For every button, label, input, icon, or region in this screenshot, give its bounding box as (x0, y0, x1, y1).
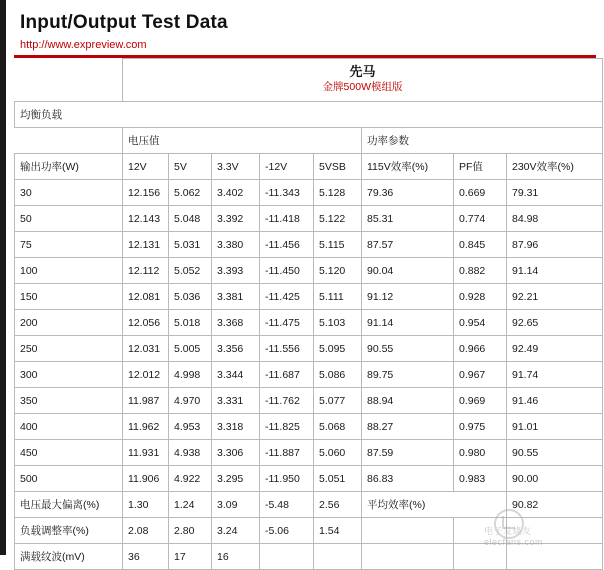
summary-label: 满载纹波(mV) (15, 544, 123, 570)
group-header-row (15, 128, 603, 154)
cell-neg12v: -11.450 (260, 258, 314, 284)
cell-pf: 0.928 (454, 284, 507, 310)
cell-5v: 4.970 (169, 388, 212, 414)
cell-pf: 0.774 (454, 206, 507, 232)
cell-5v: 5.018 (169, 310, 212, 336)
summary-5vsb: 2.56 (314, 492, 362, 518)
title-block (6, 0, 604, 51)
summary-12v: 1.30 (123, 492, 169, 518)
cell-5v: 4.953 (169, 414, 212, 440)
cell-load: 400 (15, 414, 123, 440)
cell-eff115: 86.83 (362, 466, 454, 492)
cell-neg12v: -11.825 (260, 414, 314, 440)
cell-3v3: 3.381 (212, 284, 260, 310)
cell-12v: 11.962 (123, 414, 169, 440)
group-header-voltage: 电压值 (123, 128, 362, 154)
cell-12v: 12.012 (123, 362, 169, 388)
cell-12v: 11.987 (123, 388, 169, 414)
table-row (15, 466, 603, 492)
cell-3v3: 3.295 (212, 466, 260, 492)
cell-3v3: 3.392 (212, 206, 260, 232)
group-header-power: 功率参数 (362, 128, 603, 154)
summary-3v3: 3.24 (212, 518, 260, 544)
cell-neg12v: -11.687 (260, 362, 314, 388)
cell-5v: 5.052 (169, 258, 212, 284)
cell-eff230: 79.31 (507, 180, 603, 206)
cell-neg12v: -11.950 (260, 466, 314, 492)
section-header-row (15, 102, 603, 128)
summary-blank (362, 544, 454, 570)
summary-5v: 17 (169, 544, 212, 570)
summary-5vsb: 1.54 (314, 518, 362, 544)
summary-label: 负载调整率(%) (15, 518, 123, 544)
table-row (15, 414, 603, 440)
cell-eff230: 92.21 (507, 284, 603, 310)
cell-load: 100 (15, 258, 123, 284)
cell-3v3: 3.306 (212, 440, 260, 466)
column-header-5v: 5V (169, 154, 212, 180)
cell-eff230: 90.55 (507, 440, 603, 466)
table-row (15, 284, 603, 310)
cell-eff115: 88.94 (362, 388, 454, 414)
cell-load: 75 (15, 232, 123, 258)
table-row (15, 362, 603, 388)
cell-pf: 0.975 (454, 414, 507, 440)
cell-load: 200 (15, 310, 123, 336)
product-model: 金牌500W模组版 (322, 81, 403, 93)
cell-5v: 4.938 (169, 440, 212, 466)
cell-3v3: 3.344 (212, 362, 260, 388)
cell-12v: 12.081 (123, 284, 169, 310)
cell-load: 250 (15, 336, 123, 362)
column-header-pf: PF值 (454, 154, 507, 180)
section-label: 均衡负载 (15, 102, 603, 128)
source-url: http://www.expreview.com (20, 39, 147, 51)
summary-row-voltage-deviation (15, 492, 603, 518)
cell-5vsb: 5.068 (314, 414, 362, 440)
summary-neg12v: -5.48 (260, 492, 314, 518)
cell-load: 300 (15, 362, 123, 388)
brand-name: 先马 (349, 64, 376, 79)
cell-eff230: 92.65 (507, 310, 603, 336)
page-title: Input/Output Test Data (20, 12, 228, 33)
cell-3v3: 3.393 (212, 258, 260, 284)
cell-12v: 12.112 (123, 258, 169, 284)
cell-5v: 5.005 (169, 336, 212, 362)
column-header-row (15, 154, 603, 180)
cell-3v3: 3.402 (212, 180, 260, 206)
cell-pf: 0.669 (454, 180, 507, 206)
average-efficiency-label: 平均效率(%) (362, 492, 507, 518)
cell-neg12v: -11.475 (260, 310, 314, 336)
cell-eff230: 84.98 (507, 206, 603, 232)
summary-blank (507, 518, 603, 544)
cell-pf: 0.966 (454, 336, 507, 362)
summary-5v: 2.80 (169, 518, 212, 544)
cell-12v: 11.906 (123, 466, 169, 492)
cell-5vsb: 5.103 (314, 310, 362, 336)
average-efficiency-value: 90.82 (507, 492, 603, 518)
cell-eff115: 90.04 (362, 258, 454, 284)
cell-5v: 4.998 (169, 362, 212, 388)
summary-blank (454, 518, 507, 544)
cell-eff115: 79.36 (362, 180, 454, 206)
cell-3v3: 3.331 (212, 388, 260, 414)
cell-eff230: 87.96 (507, 232, 603, 258)
cell-pf: 0.969 (454, 388, 507, 414)
cell-5v: 4.922 (169, 466, 212, 492)
cell-eff230: 92.49 (507, 336, 603, 362)
cell-pf: 0.882 (454, 258, 507, 284)
cell-load: 30 (15, 180, 123, 206)
cell-5vsb: 5.128 (314, 180, 362, 206)
brand-cell (123, 59, 603, 102)
cell-eff115: 85.31 (362, 206, 454, 232)
cell-eff115: 88.27 (362, 414, 454, 440)
column-header-12v: 12V (123, 154, 169, 180)
cell-5vsb: 5.120 (314, 258, 362, 284)
cell-5vsb: 5.111 (314, 284, 362, 310)
cell-5vsb: 5.051 (314, 466, 362, 492)
cell-neg12v: -11.456 (260, 232, 314, 258)
cell-load: 450 (15, 440, 123, 466)
cell-eff230: 91.14 (507, 258, 603, 284)
table-row (15, 206, 603, 232)
cell-load: 500 (15, 466, 123, 492)
table-row (15, 388, 603, 414)
cell-pf: 0.983 (454, 466, 507, 492)
column-header-3v3: 3.3V (212, 154, 260, 180)
summary-label: 电压最大偏离(%) (15, 492, 123, 518)
watermark-text: 电子发烧友 elecfans.com (484, 526, 544, 547)
summary-row-ripple (15, 544, 603, 570)
cell-12v: 12.156 (123, 180, 169, 206)
column-header-eff115: 115V效率(%) (362, 154, 454, 180)
cell-5v: 5.062 (169, 180, 212, 206)
cell-neg12v: -11.887 (260, 440, 314, 466)
cell-neg12v: -11.418 (260, 206, 314, 232)
cell-5vsb: 5.095 (314, 336, 362, 362)
cell-eff230: 91.74 (507, 362, 603, 388)
cell-5vsb: 5.115 (314, 232, 362, 258)
cell-eff115: 91.14 (362, 310, 454, 336)
column-header-5vsb: 5VSB (314, 154, 362, 180)
cell-5vsb: 5.077 (314, 388, 362, 414)
table-row (15, 258, 603, 284)
cell-5v: 5.036 (169, 284, 212, 310)
cell-load: 350 (15, 388, 123, 414)
group-header-spacer (15, 128, 123, 154)
cell-neg12v: -11.556 (260, 336, 314, 362)
summary-row-load-regulation (15, 518, 603, 544)
summary-neg12v: -5.06 (260, 518, 314, 544)
cell-12v: 11.931 (123, 440, 169, 466)
cell-neg12v: -11.425 (260, 284, 314, 310)
summary-12v: 36 (123, 544, 169, 570)
summary-blank (260, 544, 314, 570)
summary-3v3: 16 (212, 544, 260, 570)
cell-eff230: 90.00 (507, 466, 603, 492)
cell-eff115: 90.55 (362, 336, 454, 362)
cell-neg12v: -11.343 (260, 180, 314, 206)
cell-pf: 0.954 (454, 310, 507, 336)
cell-3v3: 3.318 (212, 414, 260, 440)
brand-row (15, 59, 603, 102)
summary-blank (507, 544, 603, 570)
cell-pf: 0.967 (454, 362, 507, 388)
summary-12v: 2.08 (123, 518, 169, 544)
cell-load: 50 (15, 206, 123, 232)
cell-5vsb: 5.060 (314, 440, 362, 466)
test-data-table (14, 58, 603, 570)
cell-5v: 5.031 (169, 232, 212, 258)
cell-neg12v: -11.762 (260, 388, 314, 414)
cell-eff230: 91.01 (507, 414, 603, 440)
cell-12v: 12.031 (123, 336, 169, 362)
cell-12v: 12.131 (123, 232, 169, 258)
table-row (15, 232, 603, 258)
cell-5vsb: 5.086 (314, 362, 362, 388)
summary-blank (362, 518, 454, 544)
column-header-load: 输出功率(W) (15, 154, 123, 180)
table-row (15, 440, 603, 466)
cell-5vsb: 5.122 (314, 206, 362, 232)
brand-row-spacer (15, 59, 123, 102)
cell-pf: 0.980 (454, 440, 507, 466)
cell-5v: 5.048 (169, 206, 212, 232)
cell-3v3: 3.368 (212, 310, 260, 336)
summary-blank (314, 544, 362, 570)
column-header-neg12v: -12V (260, 154, 314, 180)
cell-eff115: 87.57 (362, 232, 454, 258)
cell-load: 150 (15, 284, 123, 310)
cell-3v3: 3.380 (212, 232, 260, 258)
cell-eff115: 89.75 (362, 362, 454, 388)
cell-eff115: 91.12 (362, 284, 454, 310)
summary-blank (454, 544, 507, 570)
cell-12v: 12.143 (123, 206, 169, 232)
cell-pf: 0.845 (454, 232, 507, 258)
cell-3v3: 3.356 (212, 336, 260, 362)
column-header-eff230: 230V效率(%) (507, 154, 603, 180)
table-row (15, 336, 603, 362)
summary-3v3: 3.09 (212, 492, 260, 518)
cell-12v: 12.056 (123, 310, 169, 336)
table-row (15, 180, 603, 206)
cell-eff230: 91.46 (507, 388, 603, 414)
cell-eff115: 87.59 (362, 440, 454, 466)
table-row (15, 310, 603, 336)
summary-5v: 1.24 (169, 492, 212, 518)
